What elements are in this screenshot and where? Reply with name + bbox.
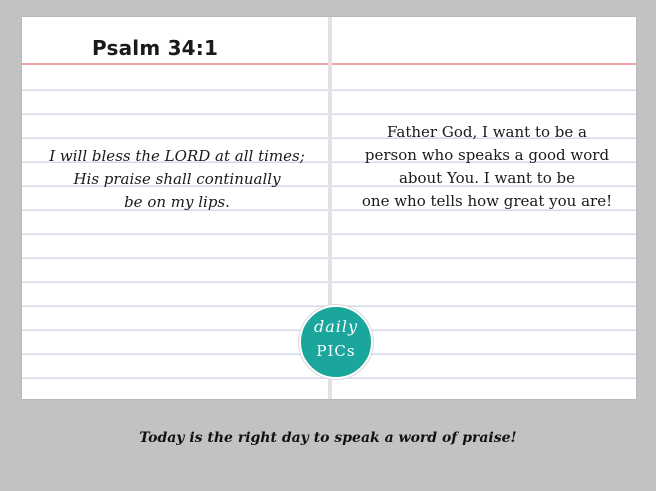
index-card bbox=[22, 17, 636, 399]
verse-text bbox=[32, 145, 322, 214]
prayer-line: about You. I want to be bbox=[398, 169, 576, 187]
prayer-text bbox=[338, 121, 636, 213]
verse-line: be on my lips. bbox=[124, 193, 230, 211]
daily-pics-logo bbox=[299, 305, 373, 379]
prayer-line: person who speaks a good word bbox=[364, 146, 610, 164]
caption-text: Today is the right day to speak a word of praise! bbox=[139, 430, 517, 446]
verse-line: His praise shall continually bbox=[73, 170, 281, 188]
prayer-line: Father God, I want to be a bbox=[387, 123, 587, 141]
logo-main-text: PICs bbox=[316, 342, 356, 360]
logo-script-text: daily bbox=[313, 317, 359, 336]
prayer-line: one who tells how great you are! bbox=[361, 192, 613, 210]
card-title: Psalm 34:1 bbox=[92, 36, 219, 60]
verse-line: I will bless the LORD at all times; bbox=[49, 147, 305, 165]
